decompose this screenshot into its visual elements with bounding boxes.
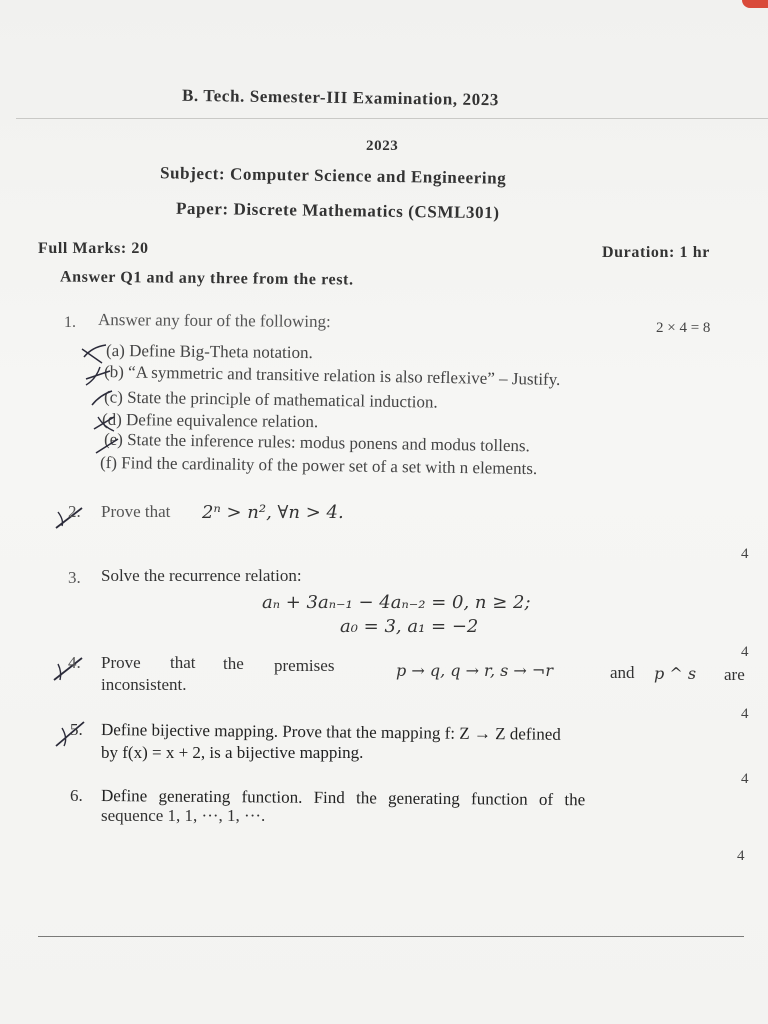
q6-line1: Define generating function. Find the generating function of the (100, 786, 586, 810)
part-label: (f) (99, 452, 118, 473)
q3-eq1: aₙ + 3aₙ₋₁ − 4aₙ₋₂ = 0, n ≥ 2; (262, 592, 531, 613)
duration: Duration: 1 hr (602, 244, 710, 261)
instruction: Answer Q1 and any three from the rest. (59, 268, 354, 289)
part-text: “A symmetric and transitive relation is also reflexive” – Justify. (127, 362, 561, 389)
q6-marks: 4 (737, 848, 745, 864)
q4-number: 4. (68, 653, 81, 672)
part-label: (e) (103, 429, 124, 449)
q3-marks: 4 (741, 644, 749, 660)
q3-text: Solve the recurrence relation: (101, 566, 302, 585)
q6-number: 6. (70, 786, 83, 805)
q4-are: are (724, 665, 745, 684)
footer-rule (38, 936, 744, 937)
q1-marks: 2 × 4 = 8 (656, 320, 711, 336)
q5-number: 5. (70, 720, 83, 739)
exam-year: 2023 (366, 138, 399, 154)
full-marks: Full Marks: 20 (38, 240, 149, 257)
q5-line1: Define bijective mapping. Prove that the mapping f: Z → Z defined (100, 720, 561, 744)
q4-word: that (170, 653, 196, 672)
header-rule (16, 118, 768, 119)
q4-math2: p ^ s (654, 664, 697, 683)
q5-marks: 4 (741, 771, 749, 787)
part-text: State the principle of mathematical induction. (127, 387, 438, 412)
part-text: State the inference rules: modus ponens and modus tollens. (127, 430, 530, 456)
q2-text: Prove that (101, 502, 171, 521)
subject-line: Subject: Computer Science and Engineering (159, 163, 507, 188)
q2-marks: 4 (741, 546, 749, 562)
part-text: Define Big-Theta notation. (129, 341, 313, 363)
q2-number: 2. (68, 502, 81, 521)
part-label: (d) (101, 409, 122, 430)
exam-title: B. Tech. Semester-III Examination, 2023 (181, 85, 500, 110)
q4-word: premises (274, 656, 335, 675)
corner-mark (742, 0, 768, 8)
paper-line: Paper: Discrete Mathematics (CSML301) (175, 198, 500, 223)
part-text: Define equivalence relation. (125, 410, 319, 432)
q6-line2: sequence 1, 1, ···, 1, ···. (101, 806, 266, 825)
q1-text: Answer any four of the following: (97, 309, 331, 332)
q4-math: p → q, q → r, s → ¬r (396, 661, 553, 680)
q1-number: 1. (64, 314, 76, 331)
q4-line2: inconsistent. (101, 675, 187, 694)
q3-eq2: a₀ = 3, a₁ = −2 (340, 616, 479, 637)
part-label: (c) (103, 387, 124, 407)
q4-marks: 4 (741, 706, 749, 722)
q3-number: 3. (68, 568, 81, 587)
part-label: (a) (105, 340, 125, 361)
q5-line2: by f(x) = x + 2, is a bijective mapping. (101, 743, 364, 762)
part-label: (b) (103, 362, 125, 382)
tick-mark-icon (78, 335, 218, 485)
q4-and: and (610, 663, 635, 682)
q4-word: the (223, 654, 244, 673)
q2-math: 2ⁿ > n², ∀n > 4. (202, 502, 344, 523)
q4-word: Prove (101, 653, 141, 672)
part-text: Find the cardinality of the power set of a set with n elements. (121, 453, 538, 479)
